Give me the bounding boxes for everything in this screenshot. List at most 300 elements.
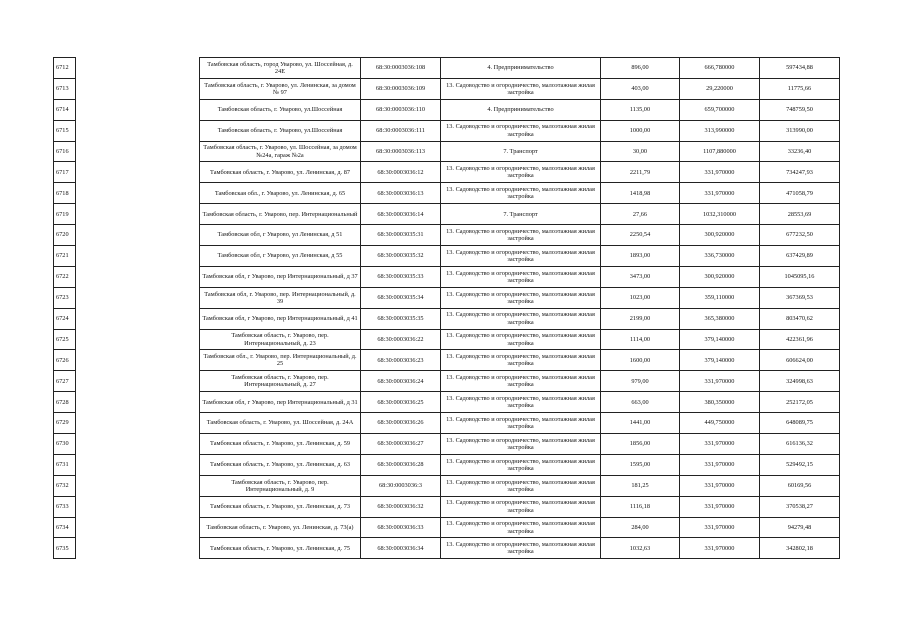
table-row — [54, 454, 840, 475]
specific-value-cell — [680, 141, 760, 162]
specific-value-cell-text: 29,220000 — [706, 85, 733, 93]
cadastral-number-cell — [361, 538, 441, 559]
spacer-cell — [76, 517, 200, 538]
permitted-use-cell — [441, 496, 601, 517]
spacer-cell — [76, 266, 200, 287]
cadastral-value-cell-text: 252172,05 — [786, 398, 813, 406]
table-row — [54, 99, 840, 120]
row-number-cell-text: 6714 — [56, 106, 69, 114]
permitted-use-cell — [441, 350, 601, 371]
cadastral-number-cell-text: 68:30:0003036:28 — [377, 461, 424, 469]
row-number-cell — [54, 287, 76, 308]
area-cell-text: 663,00 — [631, 398, 649, 406]
cadastral-value-cell — [760, 204, 840, 225]
permitted-use-cell-text: 13. Садоводство и огородничество, малоэтажная жилая застройка — [446, 457, 595, 472]
specific-value-cell — [680, 496, 760, 517]
specific-value-cell — [680, 162, 760, 183]
specific-value-cell-text: 331,970000 — [704, 440, 735, 448]
cadastral-number-cell-text: 68:30:0003036:12 — [377, 168, 424, 176]
cadastral-value-cell-text: 471058,79 — [786, 189, 813, 197]
area-cell — [601, 371, 680, 392]
address-cell-text: Тамбовская обл, г Уварово, пер Интернациональный, д 31 — [202, 398, 358, 406]
address-cell — [200, 99, 361, 120]
specific-value-cell-text: 331,970000 — [704, 461, 735, 469]
cadastral-value-cell — [760, 266, 840, 287]
address-cell-text: Тамбовская область, г. Уварово, ул. Ленинская, д. 75 — [210, 544, 350, 552]
permitted-use-cell-text: 7. Транспорт — [503, 210, 538, 218]
area-cell — [601, 413, 680, 434]
cadastral-value-cell-text: 616136,32 — [786, 440, 813, 448]
address-cell-text: Тамбовская обл., г. Уварово, ул. Ленинская, д. 65 — [214, 189, 346, 197]
address-cell — [200, 246, 361, 267]
specific-value-cell-text: 331,970000 — [704, 544, 735, 552]
row-number-cell-text: 6731 — [56, 461, 69, 469]
row-number-cell — [54, 434, 76, 455]
row-number-cell-text: 6720 — [56, 231, 69, 239]
cadastral-number-cell — [361, 308, 441, 329]
cadastral-number-cell-text: 68:30:0003036:34 — [377, 544, 424, 552]
address-cell — [200, 454, 361, 475]
table-body — [54, 58, 840, 559]
address-cell-text: Тамбовская область, г. Уварово, ул. Ленинская, за домом № 97 — [204, 81, 356, 96]
address-cell-text: Тамбовская обл, г Уварово, ул Ленинская, д 51 — [217, 231, 343, 239]
cadastral-number-cell-text: 68:30:0003035:32 — [377, 252, 424, 260]
specific-value-cell — [680, 538, 760, 559]
row-number-cell — [54, 141, 76, 162]
area-cell-text: 1000,00 — [629, 127, 651, 135]
area-cell-text: 284,00 — [631, 523, 649, 531]
cadastral-number-cell — [361, 246, 441, 267]
area-cell — [601, 475, 680, 496]
cadastral-number-cell — [361, 517, 441, 538]
permitted-use-cell-text: 13. Садоводство и огородничество, малоэтажная жилая застройка — [446, 374, 595, 389]
cadastral-number-cell-text: 68:30:0003036:32 — [377, 503, 424, 511]
area-cell-text: 1135,00 — [629, 106, 651, 114]
cadastral-value-cell-text: 1045095,16 — [784, 273, 815, 281]
row-number-cell — [54, 538, 76, 559]
row-number-cell — [54, 225, 76, 246]
area-cell — [601, 246, 680, 267]
area-cell — [601, 454, 680, 475]
row-number-cell — [54, 204, 76, 225]
specific-value-cell — [680, 225, 760, 246]
area-cell — [601, 225, 680, 246]
table-row — [54, 392, 840, 413]
permitted-use-cell-text: 13. Садоводство и огородничество, малоэтажная жилая застройка — [446, 394, 595, 410]
row-number-cell-text: 6729 — [56, 419, 69, 427]
cadastral-value-cell-text: 648089,75 — [786, 419, 813, 427]
specific-value-cell-text: 300,920000 — [704, 273, 735, 281]
cadastral-number-cell — [361, 454, 441, 475]
permitted-use-cell-text: 13. Садоводство и огородничество, малоэтажная жилая застройка — [446, 478, 595, 493]
area-cell-text: 979,00 — [631, 377, 649, 385]
spacer-cell — [76, 225, 200, 246]
row-number-cell — [54, 413, 76, 434]
cadastral-value-cell — [760, 350, 840, 371]
cadastral-value-cell — [760, 329, 840, 350]
table-row — [54, 475, 840, 496]
address-cell-text: Тамбовская обл, г Уварово, ул Ленинская, д 55 — [217, 252, 343, 260]
area-cell-text: 1595,00 — [629, 461, 651, 469]
permitted-use-cell — [441, 162, 601, 183]
address-cell-text: Тамбовская область, г. Уварово, пер. Интернациональный, д. 9 — [231, 478, 329, 493]
area-cell-text: 1893,00 — [629, 252, 651, 260]
area-cell-text: 403,00 — [631, 85, 649, 93]
area-cell-text: 1856,00 — [629, 440, 651, 448]
address-cell-text: Тамбовская обл., г. Уварово, пер. Интернациональный, д. 25 — [203, 353, 357, 368]
cadastral-value-cell-text: 606624,00 — [786, 356, 813, 364]
permitted-use-cell-text: 13. Садоводство и огородничество, малоэтажная жилая застройка — [446, 290, 595, 305]
table-row — [54, 78, 840, 99]
permitted-use-cell — [441, 475, 601, 496]
address-cell — [200, 329, 361, 350]
area-cell-text: 27,66 — [632, 210, 648, 218]
specific-value-cell-text: 380,350000 — [704, 398, 735, 406]
spacer-cell — [76, 475, 200, 496]
spacer-cell — [76, 371, 200, 392]
cadastral-number-cell-text: 68:30:0003036:22 — [377, 335, 424, 343]
permitted-use-cell-text: 13. Садоводство и огородничество, малоэтажная жилая застройка — [446, 353, 595, 368]
address-cell-text: Тамбовская область, г. Уварово, ул. Шоссейная, д. 24А — [206, 419, 354, 427]
specific-value-cell — [680, 287, 760, 308]
row-number-cell-text: 6719 — [56, 210, 69, 218]
cadastral-number-cell-text: 68:30:0003035:31 — [377, 231, 424, 239]
specific-value-cell — [680, 266, 760, 287]
spacer-cell — [76, 538, 200, 559]
address-cell-text: Тамбовская обл, г. Уварово, пер. Интернациональный, д. 39 — [204, 290, 356, 305]
cadastral-number-cell-text: 68:30:0003036:108 — [375, 64, 426, 72]
cadastral-number-cell — [361, 496, 441, 517]
cadastral-value-cell — [760, 517, 840, 538]
table-row — [54, 120, 840, 141]
permitted-use-cell — [441, 308, 601, 329]
specific-value-cell-text: 336,730000 — [704, 252, 735, 260]
cadastral-value-cell — [760, 454, 840, 475]
address-cell — [200, 308, 361, 329]
cadastral-number-cell — [361, 120, 441, 141]
area-cell-text: 1023,00 — [629, 294, 651, 302]
row-number-cell — [54, 58, 76, 79]
area-cell — [601, 99, 680, 120]
specific-value-cell-text: 331,970000 — [704, 523, 735, 531]
area-cell — [601, 141, 680, 162]
specific-value-cell-text: 379,140000 — [704, 335, 735, 343]
address-cell-text: Тамбовская область, г. Уварово, пер. Интернациональный, д. 27 — [231, 374, 329, 389]
spacer-cell — [76, 120, 200, 141]
address-cell — [200, 475, 361, 496]
cadastral-value-cell — [760, 141, 840, 162]
cadastral-value-cell-text: 28553,69 — [787, 210, 812, 218]
table-row — [54, 58, 840, 79]
row-number-cell-text: 6723 — [56, 294, 69, 302]
address-cell-text: Тамбовская обл, г Уварово, пер Интернациональный, д 37 — [202, 273, 358, 281]
table-row — [54, 287, 840, 308]
cadastral-number-cell — [361, 434, 441, 455]
address-cell-text: Тамбовская область, г. Уварово, ул. Ленинская, д. 87 — [210, 168, 350, 176]
table-row — [54, 517, 840, 538]
row-number-cell-text: 6730 — [56, 440, 69, 448]
address-cell — [200, 496, 361, 517]
permitted-use-cell — [441, 99, 601, 120]
address-cell-text: Тамбовская область, г. Уварово, ул. Ленинская, д. 63 — [210, 461, 350, 469]
table-row — [54, 413, 840, 434]
row-number-cell-text: 6718 — [56, 189, 69, 197]
area-cell — [601, 350, 680, 371]
area-cell — [601, 329, 680, 350]
specific-value-cell — [680, 183, 760, 204]
table-row — [54, 246, 840, 267]
cadastral-number-cell-text: 68:30:0003035:33 — [377, 273, 424, 281]
specific-value-cell — [680, 392, 760, 413]
specific-value-cell — [680, 475, 760, 496]
cadastral-number-cell — [361, 413, 441, 434]
spacer-cell — [76, 99, 200, 120]
permitted-use-cell — [441, 538, 601, 559]
address-cell-text: Тамбовская область, г. Уварово, ул.Шоссейная — [217, 127, 343, 135]
permitted-use-cell-text: 13. Садоводство и огородничество, малоэтажная жилая застройка — [446, 81, 595, 96]
specific-value-cell — [680, 329, 760, 350]
cadastral-value-cell — [760, 538, 840, 559]
area-cell-text: 2211,79 — [629, 168, 651, 176]
address-cell — [200, 183, 361, 204]
row-number-cell-text: 6717 — [56, 168, 69, 176]
table-row — [54, 204, 840, 225]
spacer-cell — [76, 413, 200, 434]
cadastral-number-cell — [361, 141, 441, 162]
area-cell — [601, 392, 680, 413]
cadastral-number-cell-text: 68:30:0003036:25 — [377, 398, 424, 406]
cadastral-number-cell-text: 68:30:0003036:27 — [377, 440, 424, 448]
specific-value-cell-text: 331,970000 — [704, 503, 735, 511]
cadastral-value-cell — [760, 413, 840, 434]
address-cell — [200, 538, 361, 559]
row-number-cell-text: 6725 — [56, 335, 69, 343]
address-cell-text: Тамбовская область, г. Уварово, ул.Шоссейная — [217, 106, 343, 114]
cadastral-number-cell-text: 68:30:0003036:26 — [377, 419, 424, 427]
table-row — [54, 496, 840, 517]
specific-value-cell-text: 379,140000 — [704, 356, 735, 364]
table-row — [54, 183, 840, 204]
row-number-cell — [54, 162, 76, 183]
specific-value-cell — [680, 204, 760, 225]
address-cell — [200, 204, 361, 225]
permitted-use-cell-text: 13. Садоводство и огородничество, малоэтажная жилая застройка — [446, 269, 595, 284]
spacer-cell — [76, 434, 200, 455]
address-cell — [200, 371, 361, 392]
row-number-cell — [54, 308, 76, 329]
area-cell-text: 1032,63 — [629, 544, 651, 552]
area-cell-text: 1418,98 — [629, 189, 651, 197]
area-cell-text: 1116,18 — [630, 503, 650, 511]
permitted-use-cell-text: 13. Садоводство и огородничество, малоэтажная жилая застройка — [446, 165, 595, 180]
row-number-cell — [54, 120, 76, 141]
permitted-use-cell-text: 4. Предпринимательство — [487, 64, 554, 72]
cadastral-number-cell — [361, 266, 441, 287]
cadastral-number-cell-text: 68:30:0003036:113 — [375, 147, 426, 155]
table-row — [54, 350, 840, 371]
cadastral-value-cell-text: 33236,40 — [787, 147, 812, 155]
cadastral-value-cell-text: 370538,27 — [786, 503, 813, 511]
cadastral-number-cell — [361, 78, 441, 99]
permitted-use-cell-text: 13. Садоводство и огородничество, малоэтажная жилая застройка — [446, 499, 595, 514]
address-cell — [200, 287, 361, 308]
permitted-use-cell — [441, 120, 601, 141]
permitted-use-cell-text: 7. Транспорт — [503, 147, 538, 155]
permitted-use-cell-text: 4. Предпринимательство — [487, 106, 554, 114]
permitted-use-cell — [441, 434, 601, 455]
address-cell — [200, 162, 361, 183]
spacer-cell — [76, 454, 200, 475]
area-cell-text: 896,00 — [631, 64, 649, 72]
row-number-cell-text: 6733 — [56, 503, 69, 511]
specific-value-cell-text: 331,970000 — [704, 189, 735, 197]
row-number-cell — [54, 350, 76, 371]
area-cell-text: 1600,00 — [629, 356, 651, 364]
row-number-cell — [54, 496, 76, 517]
specific-value-cell-text: 359,110000 — [704, 294, 735, 302]
permitted-use-cell — [441, 266, 601, 287]
cadastral-number-cell-text: 68:30:0003036:23 — [377, 356, 424, 364]
cadastral-value-cell — [760, 475, 840, 496]
specific-value-cell — [680, 413, 760, 434]
cadastral-value-cell — [760, 225, 840, 246]
permitted-use-cell — [441, 246, 601, 267]
row-number-cell — [54, 517, 76, 538]
cadastral-value-cell — [760, 434, 840, 455]
area-cell-text: 30,00 — [632, 147, 648, 155]
specific-value-cell — [680, 454, 760, 475]
specific-value-cell-text: 1107,880000 — [703, 147, 736, 155]
address-cell — [200, 392, 361, 413]
area-cell — [601, 120, 680, 141]
specific-value-cell — [680, 350, 760, 371]
address-cell — [200, 120, 361, 141]
row-number-cell-text: 6726 — [56, 356, 69, 364]
row-number-cell — [54, 454, 76, 475]
permitted-use-cell — [441, 517, 601, 538]
cadastral-value-cell-text: 748759,50 — [786, 106, 813, 114]
spacer-cell — [76, 287, 200, 308]
spacer-cell — [76, 141, 200, 162]
specific-value-cell-text: 331,970000 — [704, 377, 735, 385]
cadastral-number-cell-text: 68:30:0003036:14 — [377, 210, 424, 218]
address-cell-text: Тамбовская область, г. Уварово, ул. Ленинская, д. 73 — [210, 503, 350, 511]
permitted-use-cell — [441, 141, 601, 162]
permitted-use-cell — [441, 78, 601, 99]
specific-value-cell — [680, 58, 760, 79]
cadastral-number-cell — [361, 392, 441, 413]
specific-value-cell — [680, 517, 760, 538]
land-plots-table — [53, 57, 840, 559]
spacer-cell — [76, 246, 200, 267]
cadastral-value-cell-text: 367369,53 — [786, 294, 813, 302]
row-number-cell-text: 6722 — [56, 273, 69, 281]
row-number-cell-text: 6712 — [56, 64, 69, 72]
table-row — [54, 225, 840, 246]
spacer-cell — [76, 204, 200, 225]
area-cell-text: 1114,00 — [630, 335, 650, 343]
area-cell-text: 2199,00 — [629, 315, 651, 323]
cadastral-number-cell — [361, 287, 441, 308]
row-number-cell — [54, 246, 76, 267]
row-number-cell — [54, 371, 76, 392]
cadastral-value-cell — [760, 308, 840, 329]
spacer-cell — [76, 162, 200, 183]
area-cell — [601, 287, 680, 308]
row-number-cell-text: 6732 — [56, 482, 69, 490]
table-row — [54, 538, 840, 559]
row-number-cell — [54, 329, 76, 350]
cadastral-number-cell — [361, 183, 441, 204]
address-cell-text: Тамбовская область, г. Уварово, пер. Интернациональный, д. 23 — [231, 332, 329, 347]
area-cell — [601, 308, 680, 329]
cadastral-number-cell-text: 68:30:0003036:110 — [375, 106, 426, 114]
permitted-use-cell-text: 13. Садоводство и огородничество, малоэтажная жилая застройка — [446, 248, 595, 263]
cadastral-number-cell-text: 68:30:0003036:33 — [377, 523, 424, 531]
permitted-use-cell — [441, 58, 601, 79]
specific-value-cell — [680, 371, 760, 392]
cadastral-number-cell-text: 68:30:0003035:34 — [377, 294, 424, 302]
table-row — [54, 308, 840, 329]
cadastral-value-cell-text: 313990,00 — [786, 127, 813, 135]
row-number-cell-text: 6735 — [56, 544, 69, 552]
cadastral-number-cell-text: 68:30:0003036:13 — [377, 189, 424, 197]
cadastral-number-cell — [361, 162, 441, 183]
specific-value-cell — [680, 78, 760, 99]
area-cell — [601, 496, 680, 517]
row-number-cell — [54, 392, 76, 413]
table-row — [54, 266, 840, 287]
address-cell-text: Тамбовская область, г. Уварово, ул. Ленинская, д. 59 — [210, 440, 350, 448]
specific-value-cell-text: 659,700000 — [704, 106, 735, 114]
specific-value-cell-text: 300,920000 — [704, 231, 735, 239]
specific-value-cell-text: 449,750000 — [704, 419, 735, 427]
cadastral-value-cell-text: 803470,62 — [786, 315, 813, 323]
cadastral-number-cell — [361, 58, 441, 79]
address-cell — [200, 350, 361, 371]
row-number-cell-text: 6715 — [56, 127, 69, 135]
area-cell — [601, 204, 680, 225]
table-row — [54, 371, 840, 392]
cadastral-value-cell-text: 11775,66 — [787, 85, 812, 93]
cadastral-number-cell-text: 68:30:0003036:24 — [377, 377, 424, 385]
address-cell — [200, 78, 361, 99]
cadastral-value-cell-text: 94279,48 — [787, 523, 812, 531]
permitted-use-cell — [441, 183, 601, 204]
cadastral-number-cell — [361, 371, 441, 392]
table-row — [54, 434, 840, 455]
cadastral-value-cell — [760, 287, 840, 308]
cadastral-value-cell — [760, 246, 840, 267]
address-cell — [200, 225, 361, 246]
spacer-cell — [76, 329, 200, 350]
permitted-use-cell — [441, 204, 601, 225]
permitted-use-cell-text: 13. Садоводство и огородничество, малоэтажная жилая застройка — [446, 186, 595, 201]
specific-value-cell-text: 313,990000 — [704, 127, 735, 135]
cadastral-value-cell-text: 734247,93 — [786, 168, 813, 176]
cadastral-value-cell-text: 324998,63 — [786, 377, 813, 385]
row-number-cell-text: 6713 — [56, 85, 69, 93]
cadastral-number-cell — [361, 329, 441, 350]
cadastral-value-cell — [760, 496, 840, 517]
cadastral-number-cell-text: 68:30:0003036:3 — [378, 482, 423, 490]
specific-value-cell — [680, 246, 760, 267]
row-number-cell — [54, 266, 76, 287]
permitted-use-cell-text: 13. Садоводство и огородничество, малоэтажная жилая застройка — [446, 332, 595, 347]
area-cell — [601, 162, 680, 183]
area-cell-text: 3473,00 — [629, 273, 651, 281]
area-cell — [601, 58, 680, 79]
